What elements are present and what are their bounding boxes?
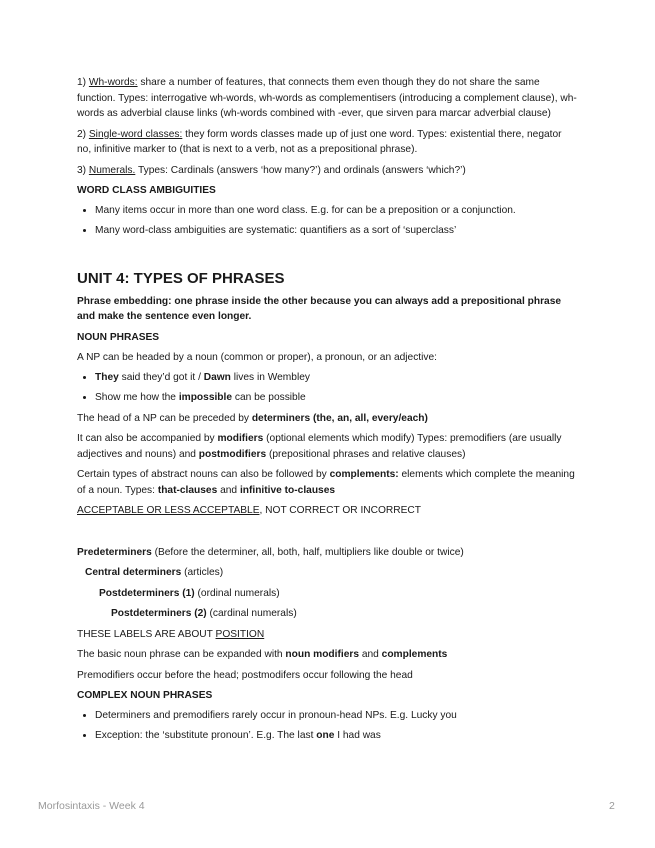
- list-item: • Many word-class ambiguities are systematic: quantifiers as a sort of ‘superclass’: [95, 223, 577, 239]
- postdeterminers-2-line: Postdeterminers (2) (cardinal numerals): [111, 608, 297, 619]
- determiners-paragraph: The head of a NP can be preceded by determiners (the, an, all, every/each): [77, 412, 428, 424]
- list-item: • They said they’d got it / Dawn lives in Wembley: [95, 370, 577, 386]
- central-determiners-line: Central determiners (articles): [85, 567, 224, 578]
- np-intro: A NP can be headed by a noun (common or proper), a pronoun, or an adjective:: [77, 352, 437, 363]
- wh-words-paragraph: 1) Wh-words: share a number of features, that connects them even though they do not share the same function. Types: interrogative wh-words, wh-words as complementisers (introducing a complement clause), wh-words as adverbial clause links (wh-words combined with -ever, que sirven para marcar adverbial clause): [77, 77, 577, 119]
- complex-np-list: [77, 708, 577, 744]
- word-class-ambiguities-heading: WORD CLASS AMBIGUITIES: [77, 185, 216, 196]
- premodifiers-paragraph: Premodifiers occur before the head; postmodifers occur following the head: [77, 669, 413, 681]
- noun-phrases-heading: NOUN PHRASES: [77, 331, 160, 343]
- postdeterminers-1-line: Postdeterminers (1) (ordinal numerals): [99, 587, 280, 599]
- single-word-classes-term: Single-word classes:: [88, 128, 183, 140]
- np-examples-list: [77, 370, 577, 406]
- predeterminers-line: Predeterminers (Before the determiner, all, both, half, multipliers like double or twice): [77, 546, 464, 558]
- unit-title: UNIT 4: TYPES OF PHRASES: [77, 269, 285, 287]
- wh-words-term: Wh-words:: [88, 77, 138, 88]
- document-page: [77, 75, 577, 749]
- acceptable-note: ACCEPTABLE OR LESS ACCEPTABLE, NOT CORRECT OR INCORRECT: [77, 505, 421, 516]
- numerals-paragraph: 3) Numerals. Types: Cardinals (answers ‘how many?’) and ordinals (answers ‘which?’): [77, 164, 466, 176]
- list-item: • Many items occur in more than one word class. E.g. for can be a preposition or a conjunction.: [95, 203, 577, 219]
- list-item: • Show me how the impossible can be possible: [95, 390, 577, 406]
- phrase-embedding-paragraph: Phrase embedding: one phrase inside the other because you can always add a prepositional phrase and make the sentence even longer.: [77, 295, 562, 322]
- ambiguities-list: [77, 203, 577, 239]
- numerals-term: Numerals.: [88, 164, 136, 176]
- list-item: • Determiners and premodifiers rarely occur in pronoun-head NPs. E.g. Lucky you: [95, 708, 577, 724]
- footer-page-number: 2: [609, 800, 615, 812]
- expansion-paragraph: The basic noun phrase can be expanded with noun modifiers and complements: [77, 649, 448, 660]
- complements-paragraph: Certain types of abstract nouns can also be followed by complements: elements which complete the meaning of a noun. Types: that-clauses and infinitive to-clauses: [77, 469, 575, 496]
- labels-position-note: THESE LABELS ARE ABOUT POSITION: [77, 628, 265, 640]
- single-word-classes-paragraph: 2) Single-word classes: they form words classes made up of just one word. Types: existential there, negator no, infinitive marker to (that is next to a verb, not as a prepositional phrase).: [77, 128, 562, 155]
- modifiers-paragraph: It can also be accompanied by modifiers (optional elements which modify) Types: premodifiers (are usually adjectives and nouns) and postmodifiers (prepositional phrases and relative clauses): [77, 433, 562, 460]
- footer-document-title: Morfosintaxis - Week 4: [38, 800, 145, 812]
- list-item: • Exception: the ‘substitute pronoun’. E.g. The last one I had was: [95, 728, 577, 744]
- complex-noun-phrases-heading: COMPLEX NOUN PHRASES: [77, 690, 213, 701]
